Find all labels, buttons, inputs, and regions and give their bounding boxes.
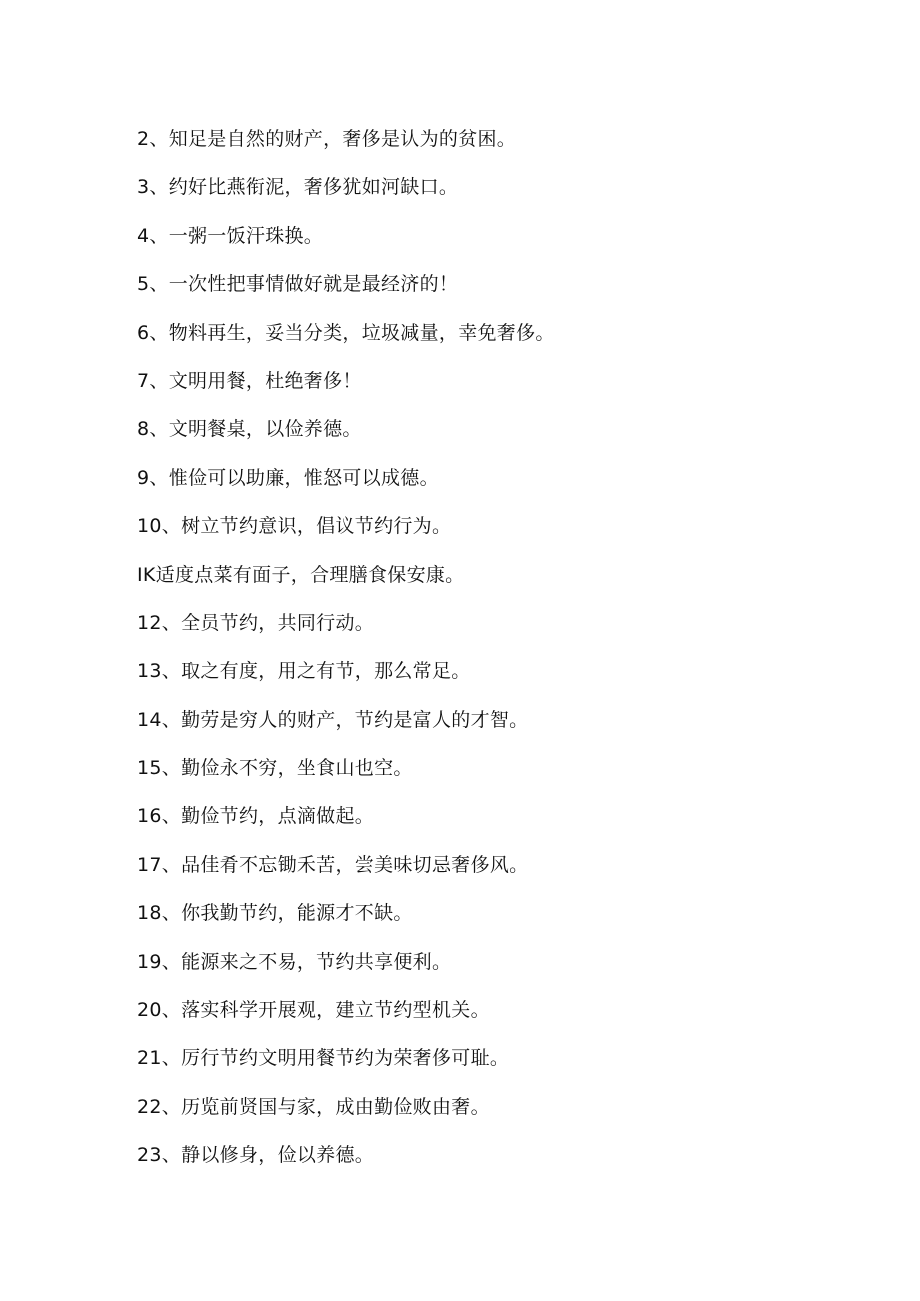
list-item: 4、一粥一饭汗珠换。: [137, 224, 324, 247]
list-item: 15、勤俭永不穷，坐食山也空。: [137, 757, 413, 780]
list-item: 10、树立节约意识，倡议节约行为。: [137, 515, 452, 538]
list-item: 9、惟俭可以助廉，惟怒可以成德。: [137, 466, 439, 489]
list-item: 5、一次性把事情做好就是最经济的！: [137, 273, 459, 296]
list-item: IK适度点菜有面子，合理膳食保安康。: [137, 563, 465, 586]
list-item: 17、品佳肴不忘锄禾苦，尝美味切忌奢侈风。: [137, 853, 529, 876]
slogan-list: [137, 124, 555, 1189]
list-item: 3、约好比燕衔泥，奢侈犹如河缺口。: [137, 176, 459, 199]
list-item: 21、厉行节约文明用餐节约为荣奢侈可耻。: [137, 1047, 510, 1070]
list-item: 19、能源来之不易，节约共享便利。: [137, 950, 452, 973]
list-item: 16、勤俭节约，点滴做起。: [137, 805, 375, 828]
list-item: 14、勤劳是穷人的财产，节约是富人的才智。: [137, 708, 529, 731]
list-item: 8、文明餐桌，以俭养德。: [137, 418, 362, 441]
list-item: 18、你我勤节约，能源才不缺。: [137, 902, 413, 925]
list-item: 13、取之有度，用之有节，那么常足。: [137, 660, 471, 683]
list-item: 12、全员节约，共同行动。: [137, 611, 375, 634]
list-item: 23、静以修身，俭以养德。: [137, 1144, 375, 1167]
list-item: 2、知足是自然的财产，奢侈是认为的贫困。: [137, 128, 517, 150]
list-item: 22、历览前贤国与家，成由勤俭败由奢。: [137, 1095, 490, 1118]
list-item: 20、落实科学开展观，建立节约型机关。: [137, 999, 490, 1022]
list-item: 6、物料再生，妥当分类，垃圾减量，幸免奢侈。: [137, 321, 555, 344]
list-item: 7、文明用餐，杜绝奢侈！: [137, 369, 362, 392]
